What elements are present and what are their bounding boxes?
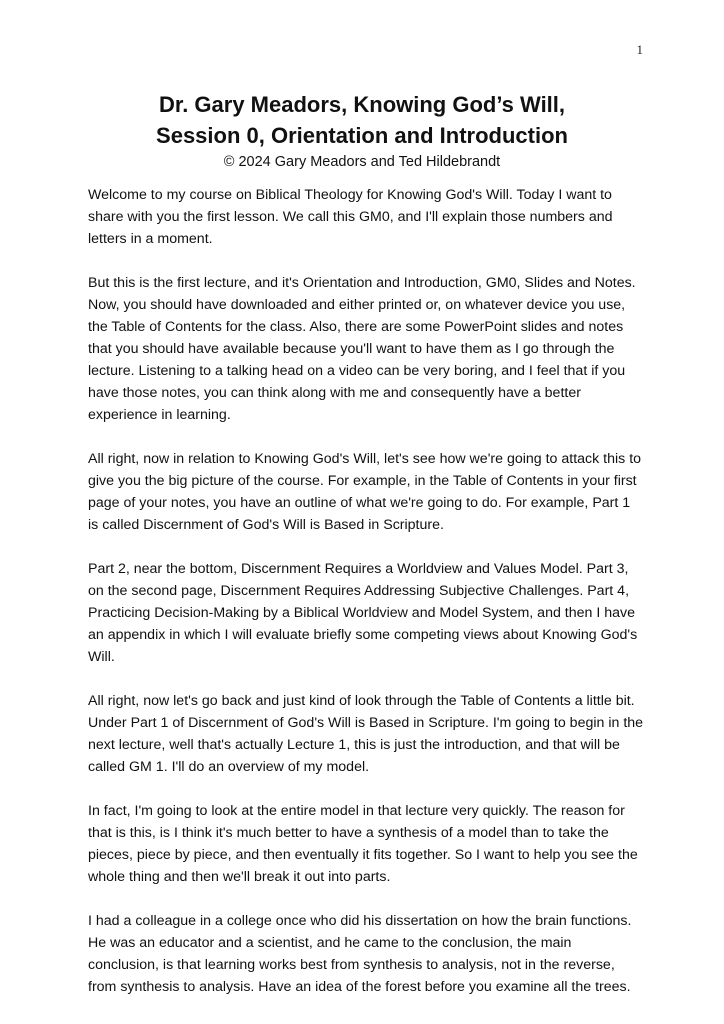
paragraph-1: Welcome to my course on Biblical Theology for Knowing God's Will. Today I want to share with you the first lesson. We call this GM0, and I'll explain those numbers and letters in a moment. bbox=[88, 187, 613, 247]
document-header bbox=[0, 89, 724, 173]
paragraph-3: All right, now in relation to Knowing God's Will, let's see how we're going to attack this to give you the big picture of the course. For example, in the Table of Contents in your first page of your notes, you have an outline of what we're going to do. For example, Part 1 is called Discernment of God's Will is Based in Scripture. bbox=[88, 451, 642, 533]
copyright-notice: © 2024 Gary Meadors and Ted Hildebrandt bbox=[223, 154, 501, 170]
paragraph-4: Part 2, near the bottom, Discernment Requires a Worldview and Values Model. Part 3, on the second page, Discernment Requires Addressing Subjective Challenges. Part 4, Practicing Decision-Making by a Biblical Worldview and Model System, and then I have an appendix in which I will evaluate briefly some competing views about Knowing God's Will. bbox=[88, 561, 638, 665]
document-body bbox=[88, 184, 644, 1020]
page-number: 1 bbox=[636, 42, 643, 57]
paragraph-2: But this is the first lecture, and it's Orientation and Introduction, GM0, Slides and Notes. Now, you should have downloaded and either printed or, on whatever device you use, the Table of Contents for the class. Also, there are some PowerPoint slides and notes that you should have available because you'll want to have them as I go through the lecture. Listening to a talking head on a video can be very boring, and I feel that if you have those notes, you can think along with me and consequently have a better experience in learning. bbox=[88, 275, 636, 423]
document-title-line-2: Session 0, Orientation and Introduction bbox=[156, 123, 568, 148]
paragraph-7: I had a colleague in a college once who did his dissertation on how the brain functions. He was an educator and a scientist, and he came to the conclusion, the main conclusion, is that learning works best from synthesis to analysis, not in the reverse, from synthesis to analysis. Have an idea of the forest before you examine all the trees. bbox=[88, 913, 632, 995]
paragraph-6: In fact, I'm going to look at the entire model in that lecture very quickly. The reason for that is this, is I think it's much better to have a synthesis of a model than to take the pieces, piece by piece, and then eventually it fits together. So I want to help you see the whole thing and then we'll break it out into parts. bbox=[88, 803, 638, 885]
document-title-line-1: Dr. Gary Meadors, Knowing God’s Will, bbox=[158, 92, 566, 117]
paragraph-5: All right, now let's go back and just kind of look through the Table of Contents a little bit. Under Part 1 of Discernment of God's Will is Based in Scripture. I'm going to begin in the next lecture, well that's actually Lecture 1, this is just the introduction, and that will be called GM 1. I'll do an overview of my model. bbox=[88, 693, 644, 775]
